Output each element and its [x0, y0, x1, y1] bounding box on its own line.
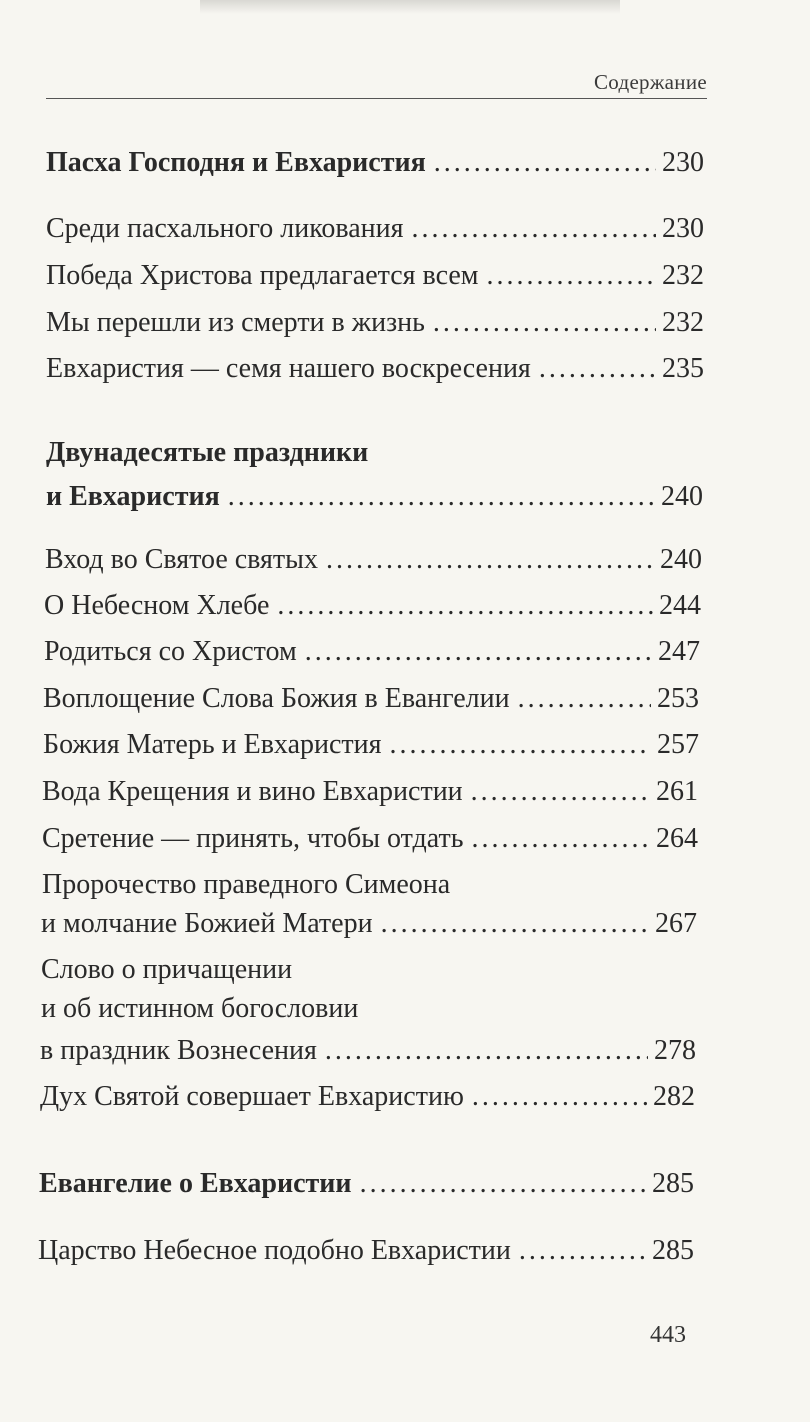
page-ref: 244	[659, 590, 701, 621]
toc-entry[interactable]	[46, 212, 704, 246]
page-ref: 253	[657, 683, 699, 714]
dot-leader	[326, 543, 654, 577]
toc-entry[interactable]	[44, 635, 700, 669]
entry-title: Вход во Святое святых	[45, 544, 318, 575]
entry-title: Царство Небесное подобно Евхаристии	[38, 1235, 511, 1266]
section-title: и Евхаристия	[46, 481, 220, 512]
page-ref: 232	[662, 260, 704, 291]
dot-leader	[471, 822, 650, 856]
page-ref: 285	[652, 1168, 694, 1199]
page-ref: 247	[658, 636, 700, 667]
dot-leader	[390, 728, 651, 762]
entry-title: в праздник Вознесения	[40, 1035, 317, 1066]
entry-title: Среди пасхального ликования	[46, 213, 404, 244]
toc-section-heading[interactable]	[39, 1167, 694, 1201]
dot-leader	[472, 1080, 647, 1114]
entry-title: О Небесном Хлебе	[44, 590, 270, 621]
page-ref: 278	[654, 1035, 696, 1066]
dot-leader	[277, 589, 653, 623]
page-ref: 261	[656, 776, 698, 807]
dot-leader	[228, 480, 655, 514]
toc-entry[interactable]	[42, 775, 698, 809]
entry-title-line: Пророчество праведного Симеона	[42, 869, 451, 900]
toc-entry[interactable]	[40, 1034, 696, 1068]
toc-section-heading[interactable]	[46, 146, 704, 180]
dot-leader	[325, 1034, 648, 1068]
entry-title-line: и об истинном богословии	[41, 993, 359, 1024]
entry-title: Победа Христова предлагается всем	[46, 260, 479, 291]
toc-entry[interactable]	[43, 728, 699, 762]
header-rule	[46, 98, 707, 99]
entry-title: Дух Святой совершает Евхаристию	[40, 1081, 464, 1112]
page-ref: 257	[657, 729, 699, 760]
section-title: Пасха Господня и Евхаристия	[46, 147, 426, 178]
entry-title-line: Слово о причащении	[41, 954, 293, 985]
entry-title: Евхаристия — семя нашего воскресения	[46, 353, 531, 384]
toc-entry[interactable]	[38, 1234, 694, 1268]
page-ref: 230	[662, 147, 704, 178]
toc-section-heading[interactable]	[46, 480, 703, 514]
page-top-shadow	[200, 0, 620, 14]
dot-leader	[412, 212, 656, 246]
dot-leader	[519, 1234, 646, 1268]
running-title: Содержание	[593, 70, 707, 94]
entry-title: Божия Матерь и Евхаристия	[43, 729, 382, 760]
toc-entry[interactable]	[40, 1080, 695, 1114]
page-ref: 240	[660, 544, 702, 575]
page-ref: 240	[661, 481, 703, 512]
dot-leader	[539, 352, 656, 386]
section-title: Евангелие о Евхаристии	[39, 1168, 352, 1199]
entry-title: Родиться со Христом	[44, 636, 297, 667]
entry-title: Мы перешли из смерти в жизнь	[46, 307, 425, 338]
toc-entry[interactable]	[46, 352, 704, 386]
toc-entry[interactable]	[46, 306, 704, 340]
dot-leader	[433, 306, 656, 340]
entry-title: и молчание Божией Матери	[41, 908, 373, 939]
toc-entry[interactable]	[45, 543, 702, 577]
dot-leader	[487, 259, 657, 293]
dot-leader	[471, 775, 650, 809]
page-ref: 232	[662, 307, 704, 338]
dot-leader	[434, 146, 656, 180]
dot-leader	[518, 682, 651, 716]
toc-entry[interactable]	[42, 822, 698, 856]
entry-title: Воплощение Слова Божия в Евангелии	[43, 683, 510, 714]
toc-entry[interactable]	[41, 907, 697, 941]
toc-entry[interactable]	[44, 589, 701, 623]
dot-leader	[381, 907, 649, 941]
toc-entry[interactable]	[43, 682, 699, 716]
page-ref: 230	[662, 213, 704, 244]
page-number: 443	[650, 1322, 686, 1348]
dot-leader	[360, 1167, 646, 1201]
section-title-line: Двунадесятые праздники	[46, 437, 369, 468]
toc-entry[interactable]	[46, 259, 704, 293]
page-ref: 264	[656, 823, 698, 854]
entry-title: Сретение — принять, чтобы отдать	[42, 823, 464, 854]
page-ref: 235	[662, 353, 704, 384]
dot-leader	[305, 635, 652, 669]
page-ref: 267	[655, 908, 697, 939]
page-ref: 285	[652, 1235, 694, 1266]
page-ref: 282	[653, 1081, 695, 1112]
entry-title: Вода Крещения и вино Евхаристии	[42, 776, 463, 807]
